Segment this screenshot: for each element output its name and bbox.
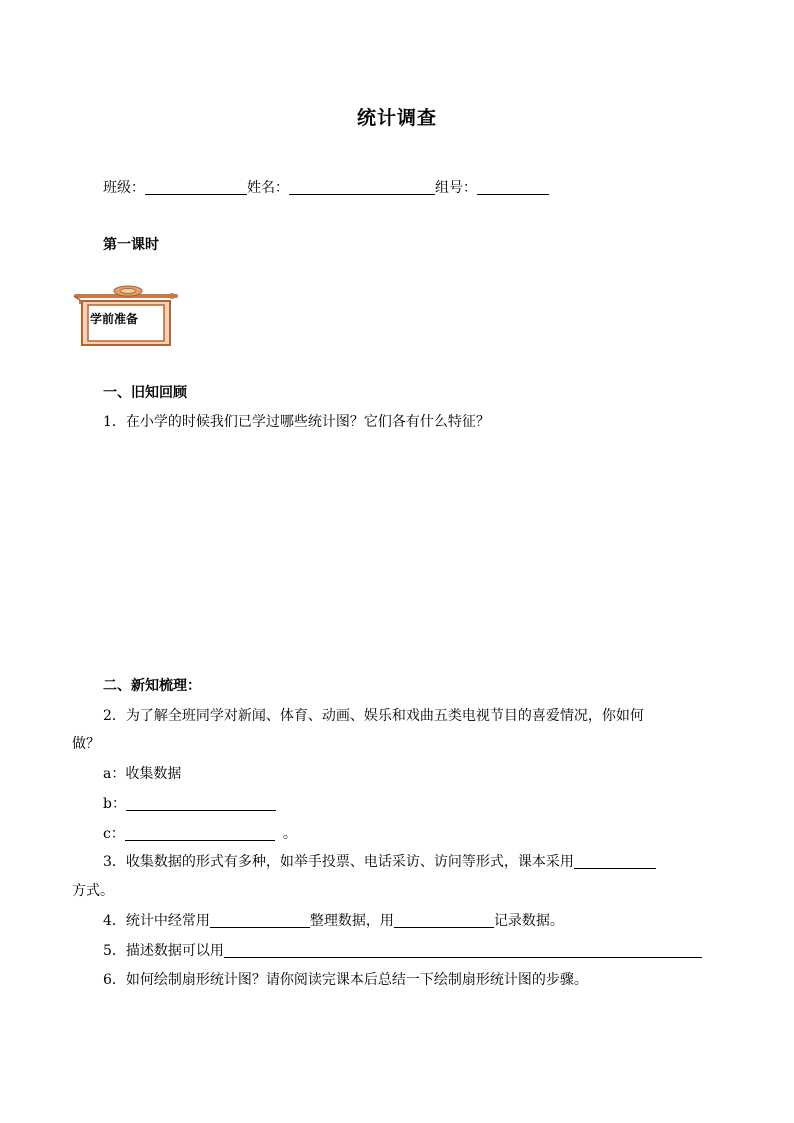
section2-heading: 二、新知梳理： bbox=[103, 678, 201, 694]
name-label: 姓名： bbox=[247, 180, 289, 196]
question-1: 1．在小学的时候我们已学过哪些统计图？它们各有什么特征？ bbox=[103, 414, 490, 430]
question-3-line1 bbox=[103, 851, 656, 873]
question-5 bbox=[103, 940, 702, 962]
question-4-blank2[interactable] bbox=[394, 911, 494, 928]
step-b-row bbox=[103, 793, 276, 815]
class-blank[interactable] bbox=[145, 178, 247, 195]
banner-graphic bbox=[72, 282, 182, 348]
step-a: a：收集数据 bbox=[103, 766, 182, 782]
question-4-blank1[interactable] bbox=[210, 911, 310, 928]
class-label: 班级： bbox=[103, 180, 145, 196]
question-3-line2: 方式。 bbox=[72, 883, 114, 899]
lesson-label: 第一课时 bbox=[103, 237, 159, 253]
question-5-blank[interactable] bbox=[224, 941, 702, 958]
step-c-label: c： bbox=[103, 826, 125, 842]
page-title: 统计调查 bbox=[356, 107, 437, 129]
question-4-part1: 4．统计中经常用 bbox=[103, 913, 210, 929]
question-2-line2: 做？ bbox=[72, 736, 100, 752]
step-c-blank[interactable] bbox=[125, 824, 275, 841]
student-info-row bbox=[103, 177, 549, 199]
question-6: 6．如何绘制扇形统计图？请你阅读完课本后总结一下绘制扇形统计图的步骤。 bbox=[103, 972, 588, 988]
section1-heading: 一、旧知回顾 bbox=[103, 385, 187, 401]
step-b-blank[interactable] bbox=[126, 794, 276, 811]
banner-label: 学前准备 bbox=[90, 312, 139, 326]
question-5-text: 5．描述数据可以用 bbox=[103, 943, 224, 959]
group-blank[interactable] bbox=[477, 178, 549, 195]
question-2-line1: 2．为了解全班同学对新闻、体育、动画、娱乐和戏曲五类电视节目的喜爱情况，你如何 bbox=[103, 708, 644, 724]
group-label: 组号： bbox=[435, 180, 477, 196]
step-c-end: 。 bbox=[282, 826, 297, 842]
step-c-row bbox=[103, 823, 297, 845]
question-4 bbox=[103, 910, 564, 932]
question-3-text: 3．收集数据的形式有多种，如举手投票、电话采访、访问等形式，课本采用 bbox=[103, 854, 574, 870]
name-blank[interactable] bbox=[289, 178, 435, 195]
question-4-part2: 整理数据，用 bbox=[309, 913, 394, 929]
question-4-part3: 记录数据。 bbox=[493, 913, 564, 929]
step-b-label: b： bbox=[103, 796, 126, 812]
question-3-blank[interactable] bbox=[574, 852, 656, 869]
